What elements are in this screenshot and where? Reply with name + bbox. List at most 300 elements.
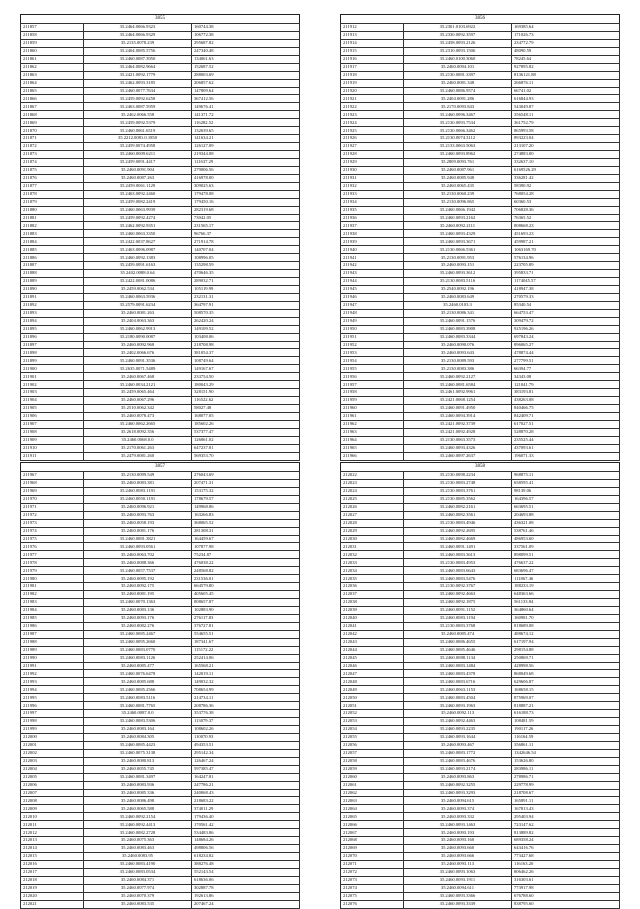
table-row — [341, 365, 620, 373]
account-code-cell: 35.2460.0092.4463 — [403, 718, 511, 726]
row-id-cell: 212022 — [341, 472, 404, 480]
table-row — [341, 206, 620, 214]
table-row — [341, 781, 620, 789]
table-row — [21, 222, 300, 230]
ledger-table — [20, 23, 300, 461]
row-id-cell: 212014 — [21, 845, 84, 853]
table-row — [341, 733, 620, 741]
amount-cell: 66741.02 — [511, 87, 619, 95]
amount-cell: 336281.42 — [511, 174, 619, 182]
row-id-cell: 211912 — [341, 24, 404, 32]
amount-cell: 126061.02 — [191, 436, 299, 444]
account-code-cell: 35.2130.0083.4953 — [403, 559, 511, 567]
amount-cell: 180043.29 — [191, 381, 299, 389]
table-row — [21, 876, 300, 884]
account-code-cell: 35.2130.0074.3112 — [403, 135, 511, 143]
table-row — [341, 262, 620, 270]
amount-cell: 629606.87 — [511, 678, 619, 686]
table-row — [21, 341, 300, 349]
table-row — [21, 551, 300, 559]
account-code-cell: 35.2459.0092.5379 — [83, 119, 191, 127]
account-code-cell: 35.2460.0092.4413 — [83, 821, 191, 829]
account-code-cell: 35.2460.0050.1191 — [83, 495, 191, 503]
account-code-cell: 35.2809.0093.761 — [403, 158, 511, 166]
row-id-cell: 211922 — [341, 103, 404, 111]
amount-cell: 190117.26 — [511, 726, 619, 734]
row-id-cell: 212055 — [341, 733, 404, 741]
row-id-cell: 212019 — [21, 884, 84, 892]
row-id-cell: 212069 — [341, 845, 404, 853]
amount-cell: 103408.06 — [191, 333, 299, 341]
row-id-cell: 212066 — [341, 821, 404, 829]
amount-cell: 6169526.29 — [511, 166, 619, 174]
row-id-cell: 211858 — [21, 31, 84, 39]
account-code-cell: 35.2459.0091.4417 — [83, 158, 191, 166]
amount-cell: 316303.61 — [511, 876, 619, 884]
amount-cell: 428998.56 — [511, 662, 619, 670]
table-row — [21, 741, 300, 749]
row-id-cell: 211886 — [21, 254, 84, 262]
row-id-cell: 212052 — [341, 710, 404, 718]
amount-cell: 658595.41 — [511, 479, 619, 487]
account-code-cell: 35.2460.0088.366 — [83, 559, 191, 567]
row-id-cell: 211993 — [21, 678, 84, 686]
row-id-cell: 212064 — [341, 805, 404, 813]
row-id-cell: 212068 — [341, 837, 404, 845]
account-code-cell: 35.2460.0095.192 — [83, 575, 191, 583]
amount-cell: 476637.22 — [511, 559, 619, 567]
amount-cell: 708654.99 — [191, 686, 299, 694]
account-code-cell: 35.2460.0063.9939 — [83, 206, 191, 214]
amount-cell: 486953.60 — [511, 535, 619, 543]
amount-cell: 295687.82 — [191, 39, 299, 47]
amount-cell: 73042.05 — [191, 214, 299, 222]
row-id-cell: 212056 — [341, 741, 404, 749]
amount-cell: 697843.24 — [511, 333, 619, 341]
table-row — [21, 583, 300, 591]
account-code-cell: 35.2130.0066.3462 — [403, 127, 511, 135]
row-id-cell: 212011 — [21, 821, 84, 829]
table-row — [21, 262, 300, 270]
account-code-cell: 35.2460.0093.1911 — [403, 876, 511, 884]
amount-cell: 168658.15 — [511, 686, 619, 694]
amount-cell: 968875.11 — [511, 472, 619, 480]
row-id-cell: 211990 — [21, 654, 84, 662]
account-code-cell: 35.2460.0070.379 — [83, 892, 191, 900]
amount-cell: 388276.48 — [191, 860, 299, 868]
row-id-cell: 212032 — [341, 551, 404, 559]
row-id-cell: 211876 — [21, 174, 84, 182]
row-id-cell: 211982 — [21, 591, 84, 599]
table-row — [21, 87, 300, 95]
table-row — [21, 813, 300, 821]
amount-cell: 643416.76 — [511, 845, 619, 853]
table-row — [21, 535, 300, 543]
row-id-cell: 211913 — [341, 31, 404, 39]
account-code-cell: 35.2460.0091.904 — [83, 166, 191, 174]
account-code-cell: 35.2635.0071.5489 — [83, 365, 191, 373]
amount-cell: 134061.63 — [191, 55, 299, 63]
amount-cell: 328151.90 — [191, 389, 299, 397]
table-row — [21, 174, 300, 182]
table-row — [341, 638, 620, 646]
account-code-cell: 35.2461.0092.9961 — [403, 389, 511, 397]
amount-cell: 187341.67 — [191, 638, 299, 646]
row-id-cell: 211954 — [341, 357, 404, 365]
row-id-cell: 212040 — [341, 614, 404, 622]
row-id-cell: 211918 — [341, 71, 404, 79]
amount-cell: 364860.64 — [511, 606, 619, 614]
account-code-cell: 35.2462.0092.9351 — [83, 222, 191, 230]
account-code-cell: 35.2460.0055.745 — [83, 765, 191, 773]
account-code-cell: 35.2130.0083.386 — [403, 365, 511, 373]
table-row — [21, 246, 300, 254]
row-id-cell: 211968 — [21, 479, 84, 487]
amount-cell: 140707.04 — [191, 246, 299, 254]
row-id-cell: 211879 — [21, 198, 84, 206]
account-code-cell: 35.2460.0094.3914 — [403, 412, 511, 420]
table-row — [21, 868, 300, 876]
table-row — [341, 606, 620, 614]
amount-cell: 538761.46 — [511, 527, 619, 535]
amount-cell: 164247.81 — [191, 773, 299, 781]
amount-cell: 478874.44 — [511, 349, 619, 357]
table-row — [341, 614, 620, 622]
amount-cell: 132639.65 — [191, 127, 299, 135]
row-id-cell: 211985 — [21, 614, 84, 622]
amount-cell: 85340.54 — [511, 301, 619, 309]
table-row — [21, 206, 300, 214]
table-row — [21, 591, 300, 599]
row-id-cell: 211981 — [21, 583, 84, 591]
table-row — [21, 381, 300, 389]
row-id-cell: 212047 — [341, 670, 404, 678]
amount-cell: 664579.80 — [191, 583, 299, 591]
account-code-cell: 35.2460.0083.3344 — [403, 333, 511, 341]
amount-cell: 806462.26 — [511, 868, 619, 876]
amount-cell: 76365.52 — [511, 214, 619, 222]
row-id-cell: 212046 — [341, 662, 404, 670]
amount-cell: 204693.88 — [511, 511, 619, 519]
account-code-cell: 35.2460.0009.6211 — [83, 151, 191, 159]
row-id-cell: 211931 — [341, 174, 404, 182]
amount-cell: 223705.89 — [511, 262, 619, 270]
amount-cell: 102883.90 — [191, 606, 299, 614]
amount-cell: 152687.52 — [191, 63, 299, 71]
account-code-cell: 35.2212.0081.0.1850 — [83, 135, 191, 143]
amount-cell: 875969.07 — [511, 694, 619, 702]
amount-cell: 773427.68 — [511, 853, 619, 861]
row-id-cell: 211924 — [341, 119, 404, 127]
row-id-cell: 212044 — [341, 646, 404, 654]
account-code-cell: 35.2460.0093.2162 — [403, 214, 511, 222]
row-id-cell: 211978 — [21, 559, 84, 567]
amount-cell: 108996.05 — [191, 254, 299, 262]
table-row — [341, 805, 620, 813]
account-code-cell: 35.2310.0093.1506 — [403, 47, 511, 55]
account-code-cell: 35.2460.0093.4329 — [403, 230, 511, 238]
row-id-cell: 211921 — [341, 95, 404, 103]
row-id-cell: 211953 — [341, 349, 404, 357]
account-code-cell: 35.2460.0093.374 — [403, 805, 511, 813]
row-id-cell: 211910 — [21, 444, 84, 452]
account-code-cell: 35.2130.0083.5116 — [403, 278, 511, 286]
amount-cell: 169385.64 — [511, 24, 619, 32]
account-code-cell: 35.2460.0083.95 — [83, 853, 191, 861]
row-id-cell: 211971 — [21, 503, 84, 511]
account-code-cell: 35.2460.0083.6643 — [403, 567, 511, 575]
account-code-cell: 35.2460.0085.4646 — [403, 646, 511, 654]
row-id-cell: 212013 — [21, 837, 84, 845]
row-id-cell: 211883 — [21, 230, 84, 238]
account-code-cell: 35.2460.0083.4378 — [403, 670, 511, 678]
amount-cell: 838795.60 — [511, 900, 619, 908]
amount-cell: 235525.44 — [511, 436, 619, 444]
table-row — [341, 575, 620, 583]
table-row — [341, 853, 620, 861]
row-id-cell: 211884 — [21, 238, 84, 246]
row-id-cell: 212076 — [341, 900, 404, 908]
table-row — [341, 519, 620, 527]
account-code-cell: 35.2130.0083.4946 — [403, 519, 511, 527]
panel-title: 3855 — [20, 14, 300, 23]
amount-cell: 148684.26 — [191, 837, 299, 845]
account-code-cell: 35.2460.0094.615 — [403, 797, 511, 805]
table-row — [21, 567, 300, 575]
account-code-cell: 35.2460.0092.1875 — [403, 599, 511, 607]
account-code-cell: 35.2460.0063.3350 — [83, 230, 191, 238]
account-code-cell: 35.2130.0098.2234 — [403, 472, 511, 480]
account-code-cell: 35.2464.0082.9664 — [83, 63, 191, 71]
table-row — [341, 543, 620, 551]
table-row — [341, 884, 620, 892]
account-code-cell: 35.2460.0085.688 — [83, 678, 191, 686]
amount-cell: 416978.00 — [191, 174, 299, 182]
ledger-table — [340, 471, 620, 909]
table-row — [341, 254, 620, 262]
amount-cell: 107877.98 — [191, 543, 299, 551]
table-row — [341, 397, 620, 405]
row-id-cell: 211938 — [341, 230, 404, 238]
account-code-cell: 35.2130.0099.549 — [83, 472, 191, 480]
amount-cell: 616844.93 — [511, 95, 619, 103]
row-id-cell: 211950 — [341, 325, 404, 333]
table-row — [21, 495, 300, 503]
row-id-cell: 211955 — [341, 365, 404, 373]
row-id-cell: 212074 — [341, 884, 404, 892]
amount-cell: 58027.48 — [191, 405, 299, 413]
amount-cell: 436321.08 — [511, 519, 619, 527]
account-code-cell: 35.2460.0083.649 — [403, 293, 511, 301]
row-id-cell: 211885 — [21, 246, 84, 254]
row-id-cell: 212004 — [21, 765, 84, 773]
account-code-cell: 35.2130.0083.3761 — [403, 487, 511, 495]
amount-cell: 617197.94 — [511, 638, 619, 646]
table-row — [341, 166, 620, 174]
amount-cell: 1174045.57 — [511, 278, 619, 286]
row-id-cell: 211929 — [341, 158, 404, 166]
row-id-cell: 212017 — [21, 868, 84, 876]
row-id-cell: 211890 — [21, 285, 84, 293]
table-row — [341, 119, 620, 127]
account-code-cell: 35.2460.0093.660 — [403, 845, 511, 853]
account-code-cell: 35.2421.0092.4928 — [403, 428, 511, 436]
table-row — [341, 55, 620, 63]
table-row — [21, 198, 300, 206]
account-code-cell: 35.2460.0083.136 — [83, 606, 191, 614]
account-code-cell: 35.2458.0093.2126 — [403, 39, 511, 47]
amount-cell: 170561.42 — [191, 821, 299, 829]
table-row — [341, 726, 620, 734]
table-row — [341, 309, 620, 317]
amount-cell: 115172.22 — [191, 646, 299, 654]
row-id-cell: 212053 — [341, 718, 404, 726]
table-row — [341, 654, 620, 662]
table-row — [21, 119, 300, 127]
account-code-cell: 35.2460.0092.175 — [83, 583, 191, 591]
amount-cell: 149167.67 — [191, 365, 299, 373]
account-code-cell: 35.2460.0058.193 — [83, 519, 191, 527]
row-id-cell: 211926 — [341, 135, 404, 143]
account-code-cell: 35.2460.0063.5936 — [83, 293, 191, 301]
row-id-cell: 211983 — [21, 599, 84, 607]
account-code-cell: 35.2462.0093.3185 — [83, 79, 191, 87]
row-id-cell: 212065 — [341, 813, 404, 821]
amount-cell: 865993.58 — [511, 127, 619, 135]
table-row — [341, 111, 620, 119]
amount-cell: 229778.99 — [511, 781, 619, 789]
amount-cell: 288003.69 — [191, 71, 299, 79]
row-id-cell: 211915 — [341, 47, 404, 55]
table-row — [21, 900, 300, 908]
amount-cell: 616188.73 — [511, 710, 619, 718]
row-id-cell: 211977 — [21, 551, 84, 559]
table-row — [21, 511, 300, 519]
amount-cell: 896065.27 — [511, 341, 619, 349]
account-code-cell: 35.2460.0085.336 — [83, 789, 191, 797]
amount-cell: 178679.57 — [191, 495, 299, 503]
table-row — [21, 214, 300, 222]
amount-cell: 279006.56 — [191, 166, 299, 174]
account-code-cell: 35.2170.0061.263 — [83, 444, 191, 452]
amount-cell: 207467.24 — [191, 900, 299, 908]
table-row — [21, 884, 300, 892]
amount-cell: 648363.66 — [511, 591, 619, 599]
amount-cell: 459987.21 — [511, 238, 619, 246]
row-id-cell: 212010 — [21, 813, 84, 821]
amount-cell: 160744.38 — [191, 24, 299, 32]
amount-cell: 165891.11 — [511, 797, 619, 805]
row-id-cell: 211873 — [21, 151, 84, 159]
amount-cell: 78245.64 — [511, 55, 619, 63]
account-code-cell: 35.2460.0083.4676 — [403, 757, 511, 765]
amount-cell: 126127.09 — [191, 143, 299, 151]
table-row — [341, 702, 620, 710]
table-row — [21, 860, 300, 868]
amount-cell: 537377.47 — [191, 428, 299, 436]
account-code-cell: 35.2459.0091.6163 — [83, 262, 191, 270]
amount-cell: 147809.64 — [191, 87, 299, 95]
amount-cell: 893223.04 — [511, 135, 619, 143]
amount-cell: 569353.70 — [191, 452, 299, 460]
table-row — [341, 357, 620, 365]
account-code-cell: 35.2460.0092.2154 — [83, 813, 191, 821]
account-code-cell: 35.2460.0087.263 — [83, 174, 191, 182]
amount-cell: 149676.41 — [191, 103, 299, 111]
amount-cell: 534483.86 — [191, 829, 299, 837]
row-id-cell: 211927 — [341, 143, 404, 151]
ledger-panel — [340, 462, 620, 909]
amount-cell: 179478.08 — [191, 190, 299, 198]
account-code-cell: 35.2460.0083.381 — [83, 479, 191, 487]
table-row — [21, 543, 300, 551]
amount-cell: 171026.73 — [511, 31, 619, 39]
amount-cell: 252414.06 — [191, 654, 299, 662]
table-row — [21, 853, 300, 861]
table-row — [21, 365, 300, 373]
table-row — [21, 726, 300, 734]
amount-cell: 683696.47 — [511, 567, 619, 575]
amount-cell: 108481.59 — [511, 718, 619, 726]
row-id-cell: 211919 — [341, 79, 404, 87]
table-row — [21, 428, 300, 436]
account-code-cell: 35.2460.0092.2127 — [403, 373, 511, 381]
account-code-cell: 35.2460.0093.1463 — [403, 821, 511, 829]
amount-cell: 617027.51 — [511, 420, 619, 428]
account-code-cell: 35.2460.0085.474 — [403, 630, 511, 638]
amount-cell: 149109.52 — [191, 325, 299, 333]
table-row — [341, 765, 620, 773]
account-code-cell: 35.2460.0081.263 — [83, 309, 191, 317]
table-row — [21, 781, 300, 789]
row-id-cell: 211948 — [341, 309, 404, 317]
amount-cell: 723147.62 — [511, 821, 619, 829]
row-id-cell: 212059 — [341, 765, 404, 773]
row-id-cell: 211998 — [21, 718, 84, 726]
account-code-cell: 35.2460.0083.5476 — [403, 575, 511, 583]
table-row — [21, 829, 300, 837]
table-row — [341, 317, 620, 325]
row-id-cell: 212043 — [341, 638, 404, 646]
row-id-cell: 211972 — [21, 511, 84, 519]
account-code-cell: 35.2460.0091.1491 — [403, 543, 511, 551]
table-row — [341, 158, 620, 166]
account-code-cell: 35.2540.0092.196 — [403, 285, 511, 293]
amount-cell: 185602.26 — [191, 420, 299, 428]
amount-cell: 160981.70 — [511, 614, 619, 622]
account-code-cell: 35.2459.0082.2419 — [83, 198, 191, 206]
amount-cell: 689358.24 — [511, 837, 619, 845]
account-code-cell: 35.2460.0057.7537 — [83, 567, 191, 575]
table-row — [341, 900, 620, 908]
row-id-cell: 212023 — [341, 479, 404, 487]
row-id-cell: 211881 — [21, 214, 84, 222]
table-row — [341, 151, 620, 159]
amount-cell: 773917.98 — [511, 884, 619, 892]
account-code-cell: 35.2422.0037.8627 — [83, 238, 191, 246]
row-id-cell: 211995 — [21, 694, 84, 702]
amount-cell: 231536.01 — [191, 575, 299, 583]
ledger-panel — [20, 14, 300, 461]
amount-cell: 337561.09 — [511, 543, 619, 551]
row-id-cell: 212020 — [21, 892, 84, 900]
account-code-cell: 35.2464.0066.9323 — [83, 24, 191, 32]
row-id-cell: 211911 — [21, 452, 84, 460]
amount-cell: 111637.29 — [191, 158, 299, 166]
row-id-cell: 212027 — [341, 511, 404, 519]
table-row — [21, 789, 300, 797]
table-row — [341, 436, 620, 444]
